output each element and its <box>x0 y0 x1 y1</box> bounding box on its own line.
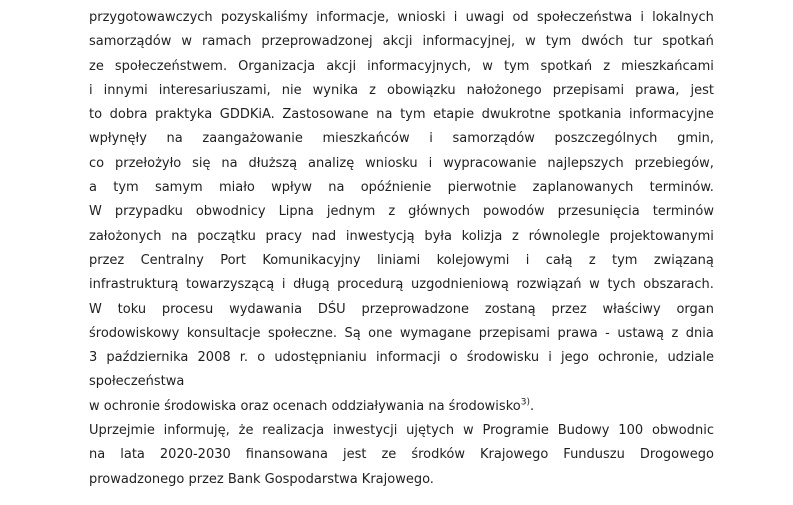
word: dłuższą <box>248 155 298 171</box>
word: tym <box>612 252 638 268</box>
word: dwukrotne <box>481 107 551 123</box>
text-line <box>89 346 714 370</box>
word: prawa, <box>635 82 680 98</box>
text-line: w ochronie środowiska oraz ocenach oddziaływania na środowisko$^{3)}$. <box>89 397 535 414</box>
word: ze <box>89 58 104 74</box>
word: przypadku <box>114 204 183 220</box>
word: Centralny <box>140 252 204 268</box>
word: 100 <box>618 423 644 439</box>
word: dobra <box>109 107 148 123</box>
word: z <box>388 204 396 220</box>
word: przez <box>89 252 125 268</box>
word: równolegle <box>528 228 600 244</box>
word: z <box>369 82 376 98</box>
word: Drogowego <box>639 447 714 463</box>
word: Zastosowane <box>282 107 369 123</box>
word: Lipna <box>278 204 314 220</box>
word: na <box>328 180 345 196</box>
word: i <box>453 10 458 25</box>
word: terminów <box>652 204 714 220</box>
text-line <box>89 176 714 200</box>
word: obszarach. <box>643 277 714 293</box>
text-line <box>89 79 714 103</box>
word: akcji <box>326 58 357 74</box>
word: dnia <box>685 325 714 341</box>
word: i <box>89 82 93 98</box>
word: na <box>171 228 188 244</box>
word: że <box>238 423 254 439</box>
word: przepisami <box>478 325 551 341</box>
text-line <box>89 152 714 176</box>
word: samorządów <box>452 131 535 147</box>
word: praktyka <box>155 107 213 123</box>
word: informacyjnych, <box>367 58 472 74</box>
word: informacyjne <box>629 107 714 123</box>
word: wniosku <box>365 155 418 171</box>
word: tur <box>633 34 653 50</box>
word: nad <box>311 228 337 244</box>
word: i <box>525 252 530 268</box>
word: tym <box>113 180 139 196</box>
word: etapie <box>433 107 475 123</box>
word: W <box>89 301 102 317</box>
word: przebiegów, <box>634 155 714 171</box>
word: toku <box>117 301 147 317</box>
word: pierwotnie <box>447 180 517 196</box>
text-line: społeczeństwa <box>89 374 185 390</box>
word: 3 <box>89 350 98 366</box>
text-line <box>89 127 714 151</box>
word: rozwiązań <box>516 277 582 293</box>
word: poszczególnych <box>554 131 658 147</box>
word: 2020-2030 <box>159 447 231 463</box>
word: najlepszych <box>547 155 624 171</box>
word: GDDKiA. <box>219 107 275 123</box>
text-line <box>89 419 714 443</box>
word: obwodnic <box>651 423 714 439</box>
word: kolejowymi <box>436 252 510 268</box>
word: społeczeństwa <box>536 10 633 25</box>
word: środowiskowy <box>89 325 180 341</box>
word: samorządów <box>89 34 172 50</box>
text-line <box>89 55 714 79</box>
word: informacyjnej, <box>422 34 516 50</box>
word: r. <box>239 350 249 366</box>
word: powodów <box>483 204 545 220</box>
word: obwodnicy <box>195 204 266 220</box>
word: z <box>588 252 596 268</box>
word: lata <box>120 447 145 463</box>
word: całą <box>545 252 573 268</box>
word: uzgodnieniową <box>411 277 509 293</box>
word: Funduszu <box>563 447 625 463</box>
word: przełożyło <box>115 155 182 171</box>
word: zaangażowanie <box>202 131 303 147</box>
word: tych <box>607 277 636 293</box>
word: na <box>221 155 238 171</box>
word: co <box>89 155 105 171</box>
word: wpływ <box>271 180 312 196</box>
word: przeprowadzonej <box>261 34 373 50</box>
word: samym <box>154 180 203 196</box>
word: Budowy <box>557 423 610 439</box>
word: liniami <box>376 252 421 268</box>
word: Są <box>344 325 361 341</box>
text-line <box>89 6 714 30</box>
text-line <box>89 103 714 127</box>
word: na <box>166 131 183 147</box>
word: ramach <box>202 34 252 50</box>
word: prawa <box>557 325 598 341</box>
word: a <box>89 180 97 196</box>
word: wypracowanie <box>443 155 537 171</box>
word: kolizja <box>461 228 503 244</box>
word: jego <box>560 350 589 366</box>
word: one <box>368 325 393 341</box>
word: Krajowego <box>480 447 549 463</box>
word: z <box>512 228 519 244</box>
word: i <box>281 277 286 293</box>
word: mieszkańców <box>322 131 410 147</box>
text-line <box>89 249 714 273</box>
word: jednym <box>326 204 376 220</box>
word: przepisami <box>552 82 625 98</box>
word: gmin, <box>677 131 714 147</box>
word: związaną <box>653 252 714 268</box>
word: i <box>640 10 644 25</box>
word: ze <box>381 447 397 463</box>
word: 2008 <box>197 350 231 366</box>
word: głównych <box>408 204 471 220</box>
word: na <box>376 107 393 123</box>
word: nie <box>281 82 302 98</box>
word: organ <box>676 301 714 317</box>
word: lokalnych <box>652 10 714 25</box>
word: początku <box>197 228 256 244</box>
word: terminów. <box>649 180 714 196</box>
text-line <box>89 443 714 467</box>
word: Organizacja <box>238 58 316 74</box>
text-line: prowadzonego przez Bank Gospodarstwa Krajowego. <box>89 471 434 487</box>
word: społeczeństwem. <box>114 58 228 74</box>
word: finansowana <box>245 447 328 463</box>
word: pozyskaliśmy <box>220 10 308 25</box>
text-line <box>89 225 714 249</box>
word: mieszkańcami <box>621 58 714 74</box>
word: i <box>428 155 433 171</box>
word: i <box>429 131 433 147</box>
word: zostaną <box>484 301 536 317</box>
word: informacji <box>375 350 441 366</box>
word: interesariuszami, <box>158 82 271 98</box>
word: wpłynęły <box>89 131 147 147</box>
word: się <box>192 155 211 171</box>
document-text-block <box>89 6 714 492</box>
word: udostępnianiu <box>274 350 367 366</box>
word: ochronie, <box>597 350 659 366</box>
word: z <box>603 58 611 74</box>
word: procesu <box>161 301 214 317</box>
text-line <box>89 200 714 224</box>
text-line <box>89 273 714 297</box>
word: środków <box>411 447 466 463</box>
word: przesunięcia <box>557 204 640 220</box>
word: dwóch <box>581 34 624 50</box>
word: akcji <box>382 34 413 50</box>
footnote-reference: 3) <box>520 397 530 408</box>
word: właściwy <box>602 301 661 317</box>
word: społeczne. <box>268 325 338 341</box>
word: z <box>671 325 679 341</box>
word: ustawą <box>617 325 664 341</box>
word: projektowanymi <box>609 228 714 244</box>
word: W <box>89 204 102 220</box>
word: inwestycji <box>332 423 398 439</box>
word: ujętych <box>406 423 455 439</box>
word: realizacja <box>262 423 325 439</box>
word: infrastrukturą <box>89 277 179 293</box>
word: przez <box>551 301 587 317</box>
word: Komunikacyjny <box>262 252 361 268</box>
word: procedurą <box>337 277 404 293</box>
word: tym <box>400 107 426 123</box>
word: informuję, <box>163 423 230 439</box>
word: - <box>605 325 610 341</box>
word: długą <box>293 277 330 293</box>
word: w <box>525 34 536 50</box>
word: była <box>424 228 452 244</box>
word: obowiązku <box>387 82 456 98</box>
word: przeprowadzone <box>361 301 470 317</box>
word: jest <box>342 447 367 463</box>
word: innymi <box>103 82 148 98</box>
word: nałożonego <box>466 82 542 98</box>
word: w <box>482 58 493 74</box>
word: w <box>463 423 474 439</box>
word: wnioski <box>397 10 446 25</box>
word: DŚU <box>317 301 346 317</box>
word: tym <box>503 58 530 74</box>
word: wydawania <box>229 301 303 317</box>
word: pracy <box>265 228 302 244</box>
word: założonych <box>89 228 162 244</box>
word: na <box>89 447 106 463</box>
word: Port <box>220 252 246 268</box>
word: miało <box>218 180 255 196</box>
word: w <box>181 34 193 50</box>
word: towarzyszącą <box>186 277 275 293</box>
word: wymagane <box>399 325 472 341</box>
word: o <box>449 350 458 366</box>
word: wynika <box>312 82 359 98</box>
word: przygotowawczych <box>89 10 213 25</box>
word: i <box>548 350 552 366</box>
word: uwagi <box>465 10 505 25</box>
word: spotkania <box>558 107 622 123</box>
word: o <box>257 350 266 366</box>
word: spotkań <box>540 58 593 74</box>
text-line <box>89 298 714 322</box>
word: informacje, <box>316 10 390 25</box>
word: od <box>512 10 529 25</box>
word: środowisku <box>466 350 540 366</box>
word: udziale <box>667 350 714 366</box>
text-line <box>89 30 714 54</box>
word: tym <box>545 34 572 50</box>
word: opóźnienie <box>360 180 432 196</box>
word: zaplanowanych <box>532 180 634 196</box>
word: Uprzejmie <box>89 423 155 439</box>
word: października <box>106 350 189 366</box>
word: spotkań <box>662 34 714 50</box>
word: konsultacje <box>186 325 261 341</box>
word: w <box>589 277 600 293</box>
text-line <box>89 322 714 346</box>
word: Programie <box>482 423 549 439</box>
word: to <box>89 107 103 123</box>
word: analizę <box>307 155 355 171</box>
word: inwestycją <box>345 228 415 244</box>
word: jest <box>690 82 714 98</box>
